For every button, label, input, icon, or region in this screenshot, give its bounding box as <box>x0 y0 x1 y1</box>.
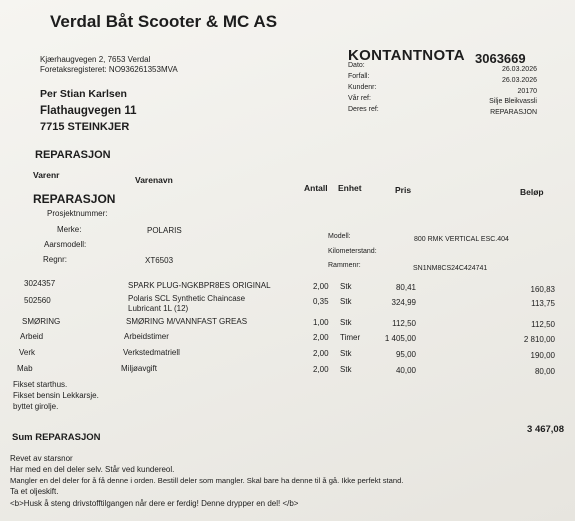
customer-name: Per Stian Karlsen <box>40 88 127 100</box>
meta-label-due: Forfall: <box>348 73 370 80</box>
line-item-amount: 160,83 <box>530 285 555 294</box>
footer-note: <b>Husk å steng drivstofftilgangen når dere er ferdig! Denne drypper en del! </b> <box>10 499 299 508</box>
note-line: byttet girolje. <box>13 402 59 411</box>
header-varenavn: Varenavn <box>135 175 173 185</box>
meta-value-your-ref: REPARASJON <box>490 109 537 116</box>
line-item-qty: 2,00 <box>313 282 329 291</box>
line-item-unit: Stk <box>340 297 352 306</box>
line-item-price: 324,99 <box>391 298 416 307</box>
meta-value-our-ref: Silje Bleikvassli <box>489 98 537 105</box>
repair-title: REPARASJON <box>33 192 116 206</box>
document-number: 3063669 <box>475 51 526 66</box>
line-item-price: 1 405,00 <box>384 334 416 343</box>
header-antall: Antall <box>304 183 328 193</box>
footer-note: Revet av starsnor <box>10 454 73 463</box>
line-item-unit: Timer <box>340 333 361 342</box>
brand-value: POLARIS <box>147 226 182 235</box>
footer-note: Mangler en del deler for å få denne i orden. Bestill deler som mangler. Skal bare ha denne til å gå. Ikke perfekt stand. <box>10 476 404 485</box>
odometer-label: Kilometerstand: <box>328 248 377 255</box>
company-address: Kjærhaugvegen 2, 7653 Verdal <box>40 55 151 64</box>
line-item-code: Mab <box>17 364 33 373</box>
model-label: Modell: <box>328 233 351 240</box>
line-item-amount: 80,00 <box>534 367 555 376</box>
line-item-qty: 2,00 <box>313 349 329 358</box>
line-item-price: 80,41 <box>395 283 416 292</box>
note-line: Fikset bensin Lekkarsje. <box>13 391 99 400</box>
meta-value-customer-no: 20170 <box>517 88 537 95</box>
meta-label-our-ref: Vår ref: <box>348 95 371 102</box>
line-item-amount: 113,75 <box>531 299 555 308</box>
company-org-number: Foretaksregisteret: NO936261353MVA <box>40 65 178 74</box>
meta-value-date: 26.03.2026 <box>501 66 537 73</box>
sum-label: Sum REPARASJON <box>12 432 101 443</box>
line-item-qty: 2,00 <box>313 365 329 374</box>
section-title: REPARASJON <box>35 149 111 161</box>
regnr-value: XT6503 <box>145 256 174 265</box>
line-item-price: 112,50 <box>392 319 416 328</box>
line-item-qty: 0,35 <box>313 297 329 306</box>
meta-label-date: Dato: <box>348 62 365 69</box>
line-item-code: SMØRING <box>22 317 61 326</box>
footer-note: Har med en del deler selv. Står ved kundereol. <box>10 465 175 474</box>
frame-number-label: Rammenr: <box>328 262 361 269</box>
brand-label: Merke: <box>57 225 82 234</box>
line-item-name: SPARK PLUG-NGKBPR8ES ORIGINAL <box>128 281 271 290</box>
line-item-unit: Stk <box>340 365 352 374</box>
line-item-code: Arbeid <box>20 332 44 341</box>
line-item-name: Arbeidstimer <box>124 332 169 341</box>
line-item-price: 95,00 <box>395 350 416 359</box>
header-varenr: Varenr <box>33 170 60 180</box>
line-item-qty: 1,00 <box>313 318 329 327</box>
line-item-unit: Stk <box>340 318 352 327</box>
line-item-name: SMØRING M/VANNFAST GREAS <box>126 317 248 326</box>
sum-value: 3 467,08 <box>527 424 564 435</box>
line-item-price: 40,00 <box>395 366 416 375</box>
line-item-unit: Stk <box>340 349 352 358</box>
line-item-unit: Stk <box>340 282 352 291</box>
document-title: KONTANTNOTA <box>348 47 465 64</box>
line-item-code: 3024357 <box>24 279 56 288</box>
frame-number-value: SN1NM8CS24C424741 <box>413 265 488 272</box>
note-line: Fikset starthus. <box>13 380 68 389</box>
meta-label-customer-no: Kundenr: <box>348 84 377 91</box>
line-item-amount: 112,50 <box>531 320 555 329</box>
line-item-name: Verkstedmatriell <box>123 348 180 357</box>
regnr-label: Regnr: <box>43 255 68 264</box>
header-pris: Pris <box>395 185 412 195</box>
line-item-qty: 2,00 <box>313 333 329 342</box>
customer-city: 7715 STEINKJER <box>40 121 130 133</box>
customer-street: Flathaugvegen 11 <box>40 105 137 117</box>
model-value: 800 RMK VERTICAL ESC.404 <box>414 236 509 243</box>
footer-note: Ta et oljeskift. <box>10 487 59 496</box>
line-item-code: 502560 <box>24 296 51 305</box>
line-item-name: Miljøavgift <box>121 364 158 373</box>
line-item-amount: 2 810,00 <box>523 335 555 344</box>
model-year-label: Aarsmodell: <box>44 240 87 249</box>
meta-value-due: 26.03.2026 <box>501 77 537 84</box>
meta-label-your-ref: Deres ref: <box>348 106 379 113</box>
line-item-name: Polaris SCL Synthetic Chaincase <box>128 294 246 303</box>
header-belop: Beløp <box>520 187 544 197</box>
line-item-name-2: Lubricant 1L (12) <box>128 304 189 313</box>
company-name: Verdal Båt Scooter & MC AS <box>50 12 278 31</box>
project-number-label: Prosjektnummer: <box>47 209 108 218</box>
line-item-code: Verk <box>19 348 36 357</box>
header-enhet: Enhet <box>338 183 362 193</box>
line-item-amount: 190,00 <box>530 351 555 360</box>
